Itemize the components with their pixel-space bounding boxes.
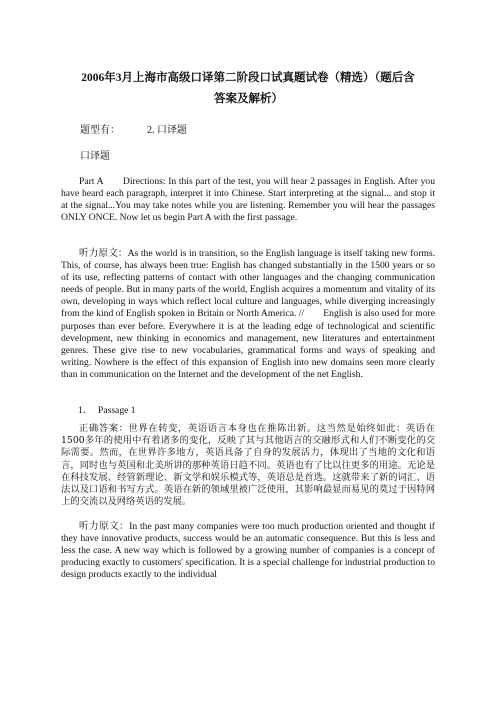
question-type-label: 题型有： <box>80 125 120 136</box>
passage-2-source-text: 听力原文：In the past many companies were too much production oriented and thought if they have innovative products, success would be an automatic consequence. But this is less and less the case. A new way which is followed by a growing number of companies is a concept of producing exactly to customers' specification. It is a special challenge for industrial production to design products exactly to the individual <box>61 521 435 581</box>
question-item-number: 1． <box>78 405 93 416</box>
document-title-line-2: 答案及解析） <box>214 93 283 105</box>
directions-paragraph: Part A Directions: In this part of the test, you will hear 2 passages in English. After you have heard each paragraph, interpret it into Chinese. Start interpreting at the signal... and stop it at the signal...You may take notes while you are listening. Remember you will hear the passages ONLY ONCE. Now let us begin Part A with the first passage. <box>61 176 435 224</box>
section-heading: 口译题 <box>80 151 110 162</box>
question-type-value: 2. 口译题 <box>147 125 187 136</box>
question-item-label: Passage 1 <box>98 405 136 416</box>
document-title-line-1: 2006年3月上海市高级口译第二阶段口试真题试卷（精选）（题后含 <box>81 72 415 84</box>
question-item-1 <box>78 405 136 417</box>
passage-1-source-text: 听力原文：As the world is in transition, so the English language is itself taking new forms. This, of course, has always been true: English has changed substantially in the 1500 years or so of its use, reflecting patterns of contact with other languages and the changing communication needs of people. But in many parts of the world, English acquires a momentum and vitality of its own, developing in ways which reflect local culture and languages, while diverging increasingly from the kind of English spoken in Britain or North America. // English is also used for more purposes than ever before. Everywhere it is at the leading edge of technological and scientific development, new thinking in economics and management, new literatures and entertainment genres. These give rise to new vocabularies, grammatical forms and ways of speaking and writing. Nowhere is the effect of this expansion of English into new domains seen more clearly than in communication on the Internet and the development of the net English. <box>61 248 435 380</box>
passage-1-answer: 正确答案：世界在转变，英语语言本身也在推陈出新。这当然是始终如此：英语在1500多年的使用中有着诸多的变化，反映了其与其他语言的交融形式和人们不断变化的交际需要。然而，在世界许多地方，英语具备了自身的发展活力，体现出了当地的文化和语言，同时也与英国和北美所讲的那种英语日趋不同。英语也有了比以往更多的用途。无论是在科技发展、经管新理论、新文学和娱乐模式等，英语总是首选。这就带来了新的词汇、语法以及口语和书写方式。英语在新的领域里被广泛使用，其影响最显而易见的莫过于因特网上的交流以及网络英语的发展。 <box>61 423 435 508</box>
